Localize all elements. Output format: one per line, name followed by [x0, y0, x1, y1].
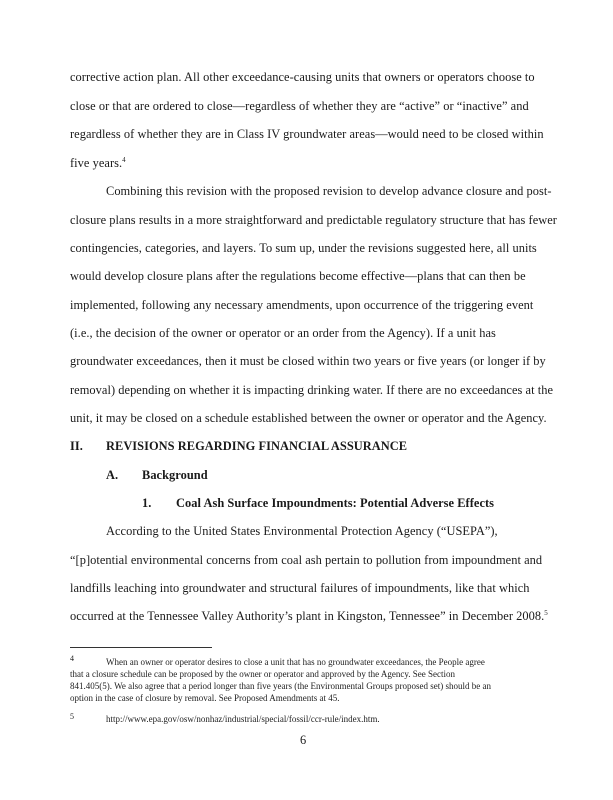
footnote-ref-5[interactable]: 5	[544, 608, 548, 617]
footnote-4-line-1: When an owner or operator desires to close a unit that has no groundwater exceedances, the People agree	[106, 657, 485, 667]
body-line-1: corrective action plan. All other exceedance-causing units that owners or operators choose to	[70, 70, 535, 84]
body-line-8: would develop closure plans after the regulations become effective—plans that can then be	[70, 269, 526, 283]
body-line-12: removal) depending on whether it is impacting drinking water. If there are no exceedances at the	[70, 383, 554, 397]
footnote-4-mark: 4	[70, 654, 74, 663]
body-line-5: Combining this revision with the proposed revision to develop advance closure and post-	[106, 184, 552, 198]
heading-1-number: 1.	[142, 496, 152, 510]
page-number: 6	[300, 733, 307, 747]
body-line-10: (i.e., the decision of the owner or operator or an order from the Agency). If a unit has	[70, 326, 496, 340]
body-line-15: “[p]otential environmental concerns from coal ash pertain to pollution from impoundment and	[70, 553, 543, 567]
footnote-4-line-4: option in the case of closure by removal. See Proposed Amendments at 45.	[70, 693, 340, 703]
body-line-16: landfills leaching into groundwater and structural failures of impoundments, like that which	[70, 581, 530, 595]
body-line-3: regardless of whether they are in Class IV groundwater areas—would need to be closed within	[70, 127, 544, 141]
footnote-5-link[interactable]: http://www.epa.gov/osw/nonhaz/industrial/special/fossil/ccr-rule/index.htm.	[106, 714, 380, 724]
body-line-4-text: five years.	[70, 156, 123, 170]
body-line-2: close or that are ordered to close—regardless of whether they are “active” or “inactive” and	[70, 99, 529, 113]
heading-a-letter: A.	[106, 468, 119, 482]
body-line-9: implemented, following any necessary amendments, upon occurrence of the triggering event	[70, 298, 534, 312]
footnote-4-line-2: that a closure schedule can be proposed by the owner or operator and approved by the Agency. See Section	[70, 669, 456, 679]
heading-ii-text: REVISIONS REGARDING FINANCIAL ASSURANCE	[106, 439, 408, 453]
body-line-14: According to the United States Environmental Protection Agency (“USEPA”),	[106, 524, 498, 538]
body-line-17-text: occurred at the Tennessee Valley Authority’s plant in Kingston, Tennessee” in December 2008.	[70, 609, 545, 623]
footnote-5-mark: 5	[70, 712, 74, 721]
heading-1-text: Coal Ash Surface Impoundments: Potential Adverse Effects	[176, 496, 495, 510]
body-line-13: unit, it may be closed on a schedule established between the owner or operator and the Agency.	[70, 411, 547, 425]
footnote-4-line-3: 841.405(5). We also agree that a period longer than five years (the Environmental Groups proposed set) should be an	[70, 681, 491, 691]
body-line-7: contingencies, categories, and layers. To sum up, under the revisions suggested here, all units	[70, 241, 537, 255]
body-line-4	[70, 156, 126, 171]
body-line-11: groundwater exceedances, then it must be closed within two years or five years (or longer if by	[70, 354, 546, 368]
body-line-6: closure plans results in a more straightforward and predictable regulatory structure that has fewer	[70, 213, 557, 227]
body-line-17	[70, 609, 548, 624]
footnote-ref-4[interactable]: 4	[122, 155, 126, 164]
footnote-separator	[70, 647, 212, 648]
heading-a-text: Background	[142, 468, 208, 482]
heading-ii-number: II.	[70, 439, 83, 453]
